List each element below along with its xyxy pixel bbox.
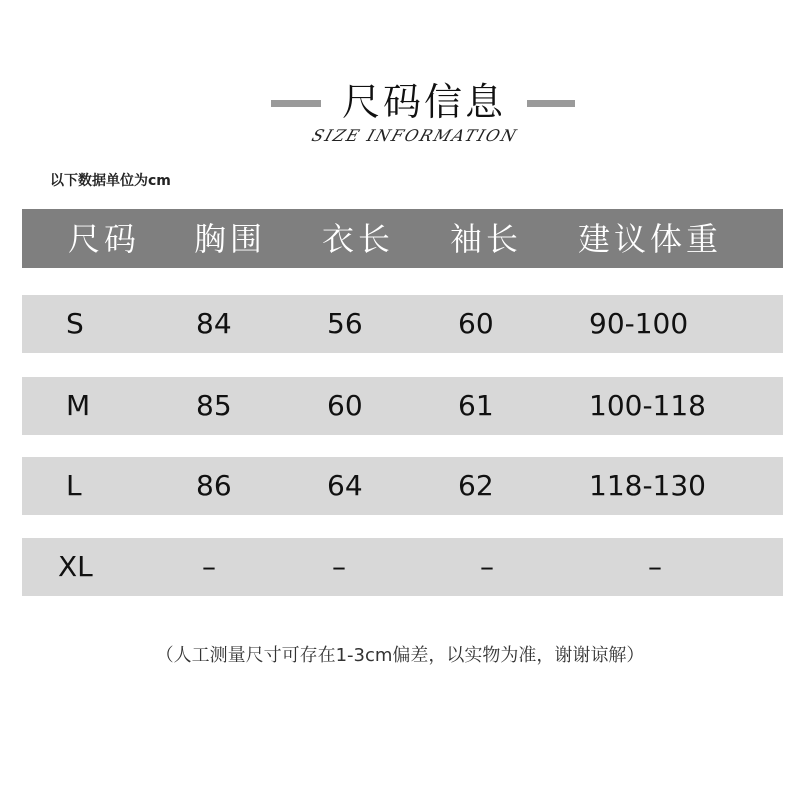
page-title: 尺码信息 xyxy=(341,80,506,124)
cell-sleeve: – xyxy=(480,550,494,583)
cell-size: L xyxy=(66,469,82,502)
cell-chest: 86 xyxy=(196,469,232,502)
title-divider-left xyxy=(271,100,321,107)
cell-length: 64 xyxy=(327,469,363,502)
header-sleeve: 袖长 xyxy=(450,220,523,258)
cell-chest: 84 xyxy=(196,307,232,340)
header-chest: 胸围 xyxy=(194,220,267,258)
cell-weight: 90-100 xyxy=(589,307,689,340)
footnote: （人工测量尺寸可存在1-3cm偏差，以实物为准，谢谢谅解） xyxy=(155,645,645,666)
page-subtitle: SIZE INFORMATION xyxy=(309,126,521,145)
cell-chest: – xyxy=(202,550,216,583)
table-header-row xyxy=(22,209,783,268)
cell-size: XL xyxy=(58,550,93,583)
cell-weight: – xyxy=(648,550,662,583)
cell-weight: 118-130 xyxy=(589,469,706,502)
table-row xyxy=(22,295,783,353)
cell-chest: 85 xyxy=(196,389,232,422)
cell-sleeve: 62 xyxy=(458,469,494,502)
cell-size: S xyxy=(66,307,84,340)
header-size: 尺码 xyxy=(68,220,141,258)
header-weight: 建议体重 xyxy=(578,220,723,258)
table-row xyxy=(22,457,783,515)
cell-sleeve: 61 xyxy=(458,389,494,422)
header-length: 衣长 xyxy=(322,220,395,258)
table-row xyxy=(22,538,783,596)
cell-weight: 100-118 xyxy=(589,389,706,422)
table-row xyxy=(22,377,783,435)
cell-size: M xyxy=(66,389,91,422)
cell-length: – xyxy=(332,550,346,583)
title-block xyxy=(0,78,800,128)
title-divider-right xyxy=(527,100,575,107)
cell-length: 60 xyxy=(327,389,363,422)
cell-sleeve: 60 xyxy=(458,307,494,340)
unit-note: 以下数据单位为cm xyxy=(50,173,171,189)
cell-length: 56 xyxy=(327,307,363,340)
